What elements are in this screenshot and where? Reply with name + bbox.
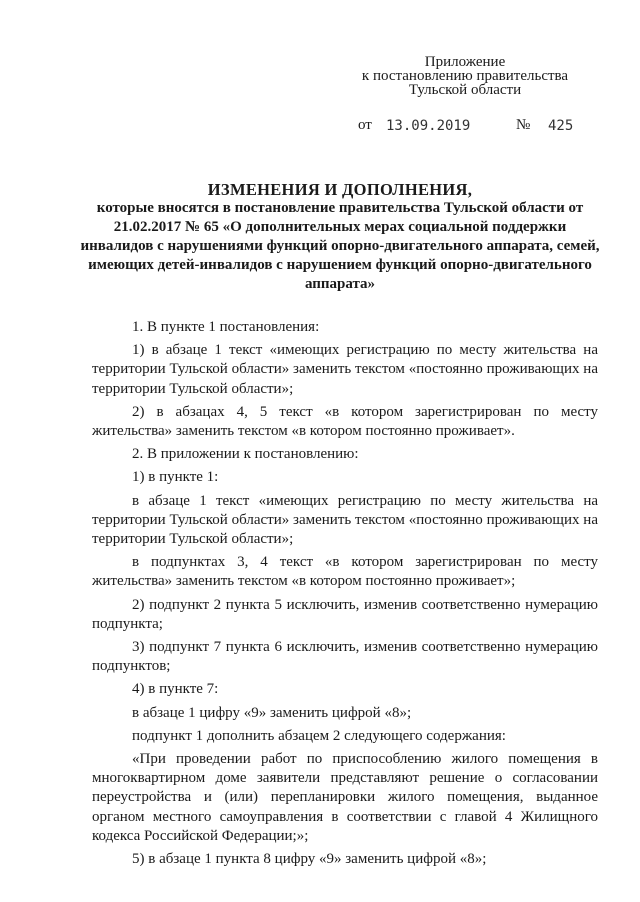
document-title: [80, 181, 600, 294]
appendix-line-3: Тульской области: [408, 82, 522, 98]
paragraph: 2) в абзацах 4, 5 текст «в котором зарегистрирован по месту жительства» заменить текстом «в котором постоянно проживает».: [92, 403, 598, 440]
decree-number-sign: №: [516, 117, 531, 133]
appendix-line-1: Приложение: [424, 54, 506, 70]
paragraph: 4) в пункте 7:: [132, 681, 219, 698]
paragraph: в абзаце 1 текст «имеющих регистрацию по месту жительства на территории Тульской области» заменить текстом «постоянно проживающих на территории Тульской области»;: [92, 492, 598, 548]
appendix-line-2: к постановлению правительства: [361, 68, 569, 84]
appendix-header: [330, 55, 600, 97]
paragraph: 3) подпункт 7 пункта 6 исключить, изменив соответственно нумерацию подпунктов;: [92, 639, 598, 675]
decree-number: 425: [548, 118, 574, 134]
paragraph: 5) в абзаце 1 пункта 8 цифру «9» заменить цифрой «8»;: [132, 851, 487, 868]
title-main: ИЗМЕНЕНИЯ И ДОПОЛНЕНИЯ,: [207, 180, 473, 199]
document-body: [92, 318, 598, 871]
title-subtitle: которые вносятся в постановление правительства Тульской области от 21.02.2017 № 65 «О дополнительных мерах социальной поддержки инвалидов с нарушениями функций опорно-двигательного аппарата, семей, имеющих детей-инвалидов с нарушением функций опорно-двигательного аппарата»: [80, 200, 600, 292]
paragraph: 1) в пункте 1:: [132, 469, 219, 486]
paragraph: 2. В приложении к постановлению:: [132, 446, 359, 463]
paragraph: 1. В пункте 1 постановления:: [132, 319, 320, 335]
paragraph: «При проведении работ по приспособлению жилого помещения в многоквартирном доме заявители представляют решение о согласовании переустройства и (или) перепланировки жилого помещения, выданное органом местного самоуправления в соответствии с главой 4 Жилищного кодекса Российской Федерации;»;: [92, 751, 598, 844]
decree-from-label: от: [358, 117, 372, 133]
paragraph: в подпунктах 3, 4 текст «в котором зарегистрирован по месту жительства» заменить текстом «в котором постоянно проживает»;: [92, 554, 598, 590]
paragraph: подпункт 1 дополнить абзацем 2 следующего содержания:: [132, 727, 506, 744]
decree-date: 13.09.2019: [386, 118, 471, 134]
paragraph: 1) в абзаце 1 текст «имеющих регистрацию по месту жительства на территории Тульской области» заменить текстом «постоянно проживающих на территории Тульской области»;: [92, 342, 598, 397]
paragraph: 2) подпункт 2 пункта 5 исключить, изменив соответственно нумерацию подпункта;: [92, 596, 598, 632]
paragraph: в абзаце 1 цифру «9» заменить цифрой «8»;: [132, 704, 412, 721]
